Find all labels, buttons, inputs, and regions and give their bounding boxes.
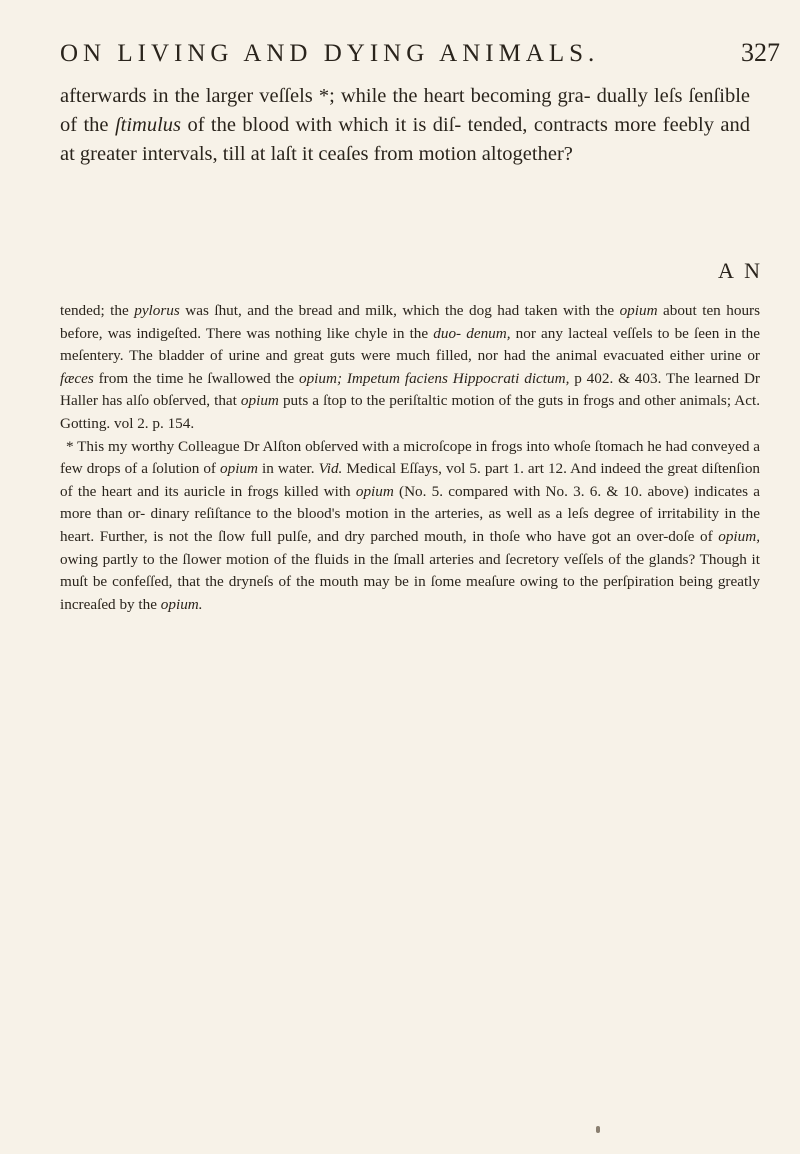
main-text (60, 82, 750, 169)
main-text-part: ; while the heart becoming gra- dually leſs ſenſible of the (60, 85, 750, 136)
page-number: 327 (741, 38, 780, 67)
main-text-italic: ſtimulus (114, 114, 182, 136)
ink-speck (596, 1126, 600, 1133)
footnote-star: * This my worthy Colleague Dr Alſton obſerved with a microſcope in frogs into whoſe ſtomach he had conveyed a few drops of a ſolution of opium in water. Vid. Medical Eſſays, vol 5. part 1. art 12. And indeed the great diſtenſion of the heart and its auricle in frogs killed with opium (No. 5. compared with No. 3. 6. & 10. above) indicates a more than or- dinary reſiſtance to the blood's motion in the arteries, as well as a leſs degree of irritability in the heart. Further, is not the ſlow full pulſe, and dry parched mouth, in thoſe who have got an over-doſe of opium, owing partly to the ſlower motion of the fluids in the ſmall arteries and ſecretory veſſels of the glands? Though it muſt be confeſſed, that the dryneſs of the mouth may be in ſome meaſure owing to the perſpiration being greatly increaſed by the opium. (60, 437, 761, 613)
catchword: A N (718, 258, 764, 283)
main-text-part: of the blood with which it is diſ- tended, contracts more feebly and at greater intervals, till at laſt it ceaſes from motion altogether? (60, 114, 751, 165)
footnote-continued: tended; the pylorus was ſhut, and the bread and milk, which the dog had taken with the opium about ten hours before, was indigeſted. There was nothing like chyle in the duo- denum, nor any lacteal veſſels to be ſeen in the meſentery. The bladder of urine and great guts were much filled, nor had the animal evacuated either urine or fæces from the time he ſwallowed the opium; Impetum faciens Hippocrati dictum, p 402. & 403. The learned Dr Haller has alſo obſerved, that opium puts a ſtop to the periſtaltic motion of the guts in frogs and other animals; Act. Gotting. vol 2. p. 154. (60, 302, 761, 432)
running-header (60, 38, 780, 68)
running-title: ON LIVING AND DYING ANIMALS. (60, 40, 600, 67)
main-text-part: afterwards in the larger veſſels (60, 85, 319, 107)
footnotes (60, 300, 760, 616)
footnote-reference: * (318, 85, 330, 107)
